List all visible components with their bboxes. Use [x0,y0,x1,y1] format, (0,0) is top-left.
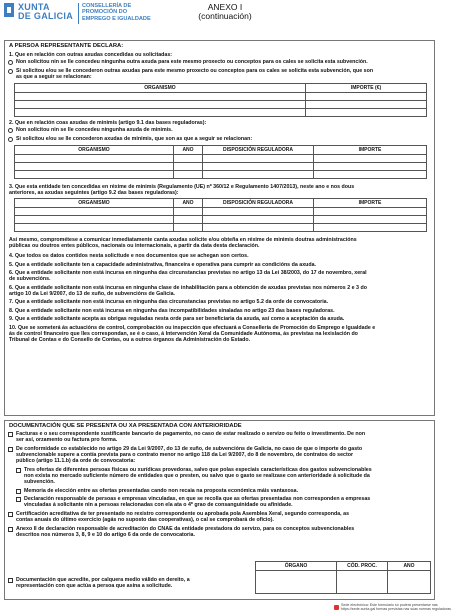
declaration-item-cont: de subvencións. [9,276,51,283]
logo-galicia: DE GALICIA [18,11,74,21]
document-item-cont: público (artigo 11.1.b) da orde de convocatoria: [16,458,136,464]
table-cell[interactable] [174,208,203,216]
col-importe: IMPORTE [314,146,427,155]
question-2: 2. Que en relación coas axudas de minimis (artigo 9.1 das bases reguladoras): [9,120,207,126]
declaration-section [4,40,435,416]
commitment-text: Así mesmo, comprométese a comunicar inmediatamente canta axudas solicite e/ou obteña en réxime de minimis doutras administracións [9,237,357,243]
declaration-item-cont: artigo 10 da Lei 9/2007, do 13 de xuño, de subvencións de Galicia. [9,290,176,297]
table-cell[interactable] [306,93,427,101]
declaration-item: 7. Que a entidade solicitante non está incursa en ningunha das circunstancias previstas no artigo 5.2 da orde de convocatoria. [9,299,329,306]
section-title: A PERSOA REPRESENTANTE DECLARA: [9,43,124,49]
q1-option-no: Non solicitou nin se lle concedeu ningunha outra axuda para este mesmo proxecto ou conceptos para os cales se solicita esta subvención. [16,59,368,65]
documentation-section [4,420,435,600]
col-cod-proc: CÓD. PROC. [337,562,388,571]
declaration-item-cont: Tribunal de Contas e do Consello de Contas, ou a outros órganos da Administración do Estado. [9,336,251,343]
document-checkbox[interactable] [8,512,13,517]
document-origin-table [255,561,431,594]
table-cell[interactable] [314,208,427,216]
document-item-cont: subvencionable supere a contía prevista para o contrato menor no artigo 118 da Lei 9/2007, do 8 de novembro, de contratos do sector [16,451,354,458]
table-cell[interactable] [256,571,337,594]
dept-line: EMPREGO E IGUALDADE [82,15,151,22]
table-cell[interactable] [15,163,174,171]
table-cell[interactable] [306,109,427,117]
col-ano: ANO [174,146,203,155]
q2-option-yes: Si solicitou e/ou se lle concederon axudas de minimis, que son as que a seguir se relacionan: [16,136,253,142]
declaration-item: 9. Que a entidade solicitante acepta as obrigas reguladas nesta orde para ser beneficiaria da axuda, así como a aceptación da axuda. [9,316,345,323]
declaration-item: 8. Que a entidade solicitante non está incursa en ningunha das incompatibilidades sinaladas no artigo 23 das bases reguladoras. [9,307,335,314]
col-ano: ANO [388,562,431,571]
document-item: Tres ofertas de diferentes persoas físicas ou xurídicas provedoras, salvo que polas especiais características dos gastos subvencionables [24,466,372,473]
document-item-cont: contas anuais do último exercicio (agás no suposto das cooperativas), o cal se comprobará de oficio). [16,517,274,524]
checkbox-representation-doc[interactable] [8,578,13,583]
document-checkbox[interactable] [16,489,21,494]
declaration-item: 6. Que a entidade solicitante non está incursa en ningunha das circunstancias previstas no artigo 13 da Lei 38/2003, do 17 de novembro, xeral [9,270,367,276]
table-cell[interactable] [314,155,427,163]
document-item-cont: ser así, orzamento ou factura pro forma. [16,437,118,444]
document-checkbox[interactable] [8,527,13,532]
table-cell[interactable] [388,571,431,594]
question-3-cont: anteriores, as axudas seguintes (artigo 9.2 das bases reguladoras): [9,190,179,196]
table-cell[interactable] [15,224,174,232]
table-cell[interactable] [203,155,314,163]
q1-option-yes: Si solicitou e/ou se lle concederon outras axudas para este mesmo proxecto ou conceptos para os cales se solicita esta subvención, que son [16,68,374,74]
annex-title [194,3,256,21]
annex-continuation: (continuación) [198,11,252,21]
table-cell[interactable] [314,224,427,232]
footer-sede: Sede electrónica: Este formulario só poderá presentarse nas [341,603,438,607]
table-cell[interactable] [174,224,203,232]
sede-electronica-icon [334,605,339,610]
question-3: 3. Que esta entidade ten concedidas en réxime de minimis (Regulamento (UE) nº 360/12 e Regulamento 1407/2013), neste ano e nos dous [9,184,355,190]
col-organo: ÓRGANO [256,562,337,571]
header [4,3,435,29]
declaration-item: 10. Que se someterá ás actuacións de control, comprobación ou inspección que efectuará a Consellería de Promoción do Emprego e Igualdade e [9,324,376,331]
document-item-cont: vinculadas á solicitante nin a persoas relacionadas con ela ata o 4º grao de consanguinidade ou afinidade. [24,502,293,509]
representation-doc: Documentación que acredite, por calquera medio válido en dereito, a [16,577,190,583]
table-cell[interactable] [203,163,314,171]
table-cell[interactable] [306,101,427,109]
document-item: Facturas e o seu correspondente xustificante bancario de pagamento, no caso de estar realizado o servizo ou feito o investimento. De non [16,431,366,437]
footer-url: https://sede.xunta.gal formas previstas nas súas normas reguladoras [341,607,451,611]
q1-option-yes-cont: as que a seguir se relacionan: [16,74,92,80]
q2-option-no: Non solicitou nin se lle concedeu ningunha axuda de minimis. [16,127,173,133]
table-cell[interactable] [314,216,427,224]
commitment-text-cont: públicas ou doutros entes públicos, nacionais ou internacionais, a partir da data desta declaración. [9,243,260,249]
minimis-aid-table [14,145,427,179]
col-disposicion: DISPOSICIÓN REGULADORA [203,199,314,208]
table-cell[interactable] [15,101,306,109]
table-cell[interactable] [15,109,306,117]
document-item: Memoria de elección entre as ofertas presentadas cando non recaia na proposta económica máis vantaxosa. [24,487,299,494]
logo-divider [78,3,79,24]
table-cell[interactable] [203,216,314,224]
col-organismo: ORGANISMO [15,84,306,93]
radio-q1-yes[interactable] [8,69,13,74]
table-cell[interactable] [174,171,203,179]
document-item: Anexo II de declaración responsable de acreditación do CNAE da entidade prestadora do servizo, para os conceptos subvencionables [16,525,355,532]
table-cell[interactable] [15,216,174,224]
other-aid-table [14,83,427,117]
col-ano: ANO [174,199,203,208]
table-cell[interactable] [203,224,314,232]
xunta-flag-icon [4,3,14,17]
document-item: Declaración responsable de persoas e empresas vinculadas, en que se recolla que as ofertas presentadas non corresponden a empresas [24,496,371,503]
declaration-item: 6. Que a entidade solicitante non está incursa en ningunha clase de inhabilitación para a obtención de axudas previstas nos números 2 e 3 do [9,284,367,291]
table-cell[interactable] [203,208,314,216]
logo-xunta: XUNTA [18,2,50,12]
table-cell[interactable] [174,155,203,163]
declaration-item: 5. Que a entidade solicitante ten a capacidade administrativa, financeira e operativa para cumprir as condicións da axuda. [9,261,317,268]
document-item: De conformidade co establecido no artigo 29 da Lei 9/2007, do 13 de xuño, de subvencións de Galicia, no caso de que o importe do gasto [16,445,363,452]
radio-q1-no[interactable] [8,60,13,65]
table-cell[interactable] [174,216,203,224]
col-organismo: ORGANISMO [15,146,174,155]
col-importe: IMPORTE [314,199,427,208]
table-cell[interactable] [203,171,314,179]
table-cell[interactable] [15,93,306,101]
document-item-cont: non exista no mercado suficiente número de entidades que o presten, ou salvo que o gasto se realizase con anterioridade á solicitude da [24,472,370,479]
document-checkbox[interactable] [16,468,21,473]
document-checkbox[interactable] [8,432,13,437]
table-cell[interactable] [337,571,388,594]
table-cell[interactable] [314,163,427,171]
dept-line: PROMOCIÓN DO [82,9,128,16]
document-checkbox[interactable] [8,447,13,452]
document-checkbox[interactable] [16,497,21,502]
document-item: Certificación acreditativa de ter presentado no rexistro correspondente ou aprobada pola Asemblea Xeral, segundo corresponda, as [16,511,350,518]
annex-label: ANEXO I [207,2,243,12]
col-importe: IMPORTE (€) [306,84,427,93]
radio-q2-no[interactable] [8,128,13,133]
document-item-cont: subvención. [24,478,55,485]
declaration-item-cont: ás de control financeiro que lles correspondan, se é o caso, á Intervención Xeral da Comunidade Autónoma, ás previstas na lexislación do [9,330,358,337]
table-cell[interactable] [15,155,174,163]
table-cell[interactable] [314,171,427,179]
declaration-item: 4. Que todos os datos contidos nesta solicitude e nos documentos que se achegan son certos. [9,253,249,259]
col-organismo: ORGANISMO [15,199,174,208]
radio-q2-yes[interactable] [8,137,13,142]
document-item-cont: descritos nos números 3, 8, 9 e 10 do artigo 6 da orde de convocatoria. [16,532,195,538]
department-name [82,3,151,22]
table-cell[interactable] [15,171,174,179]
question-1: 1. Que en relación con outras axudas concedidas ou solicitadas: [9,52,173,58]
col-disposicion: DISPOSICIÓN REGULADORA [203,146,314,155]
representation-doc-cont: representación con que actúa a persoa que asina a solicitude. [16,583,173,589]
granted-minimis-table [14,198,427,232]
section-title: DOCUMENTACIÓN QUE SE PRESENTA OU XA PRESENTADA CON ANTERIORIDADE [9,423,242,429]
table-cell[interactable] [15,208,174,216]
dept-line: CONSELLERÍA DE [82,3,132,9]
table-cell[interactable] [174,163,203,171]
